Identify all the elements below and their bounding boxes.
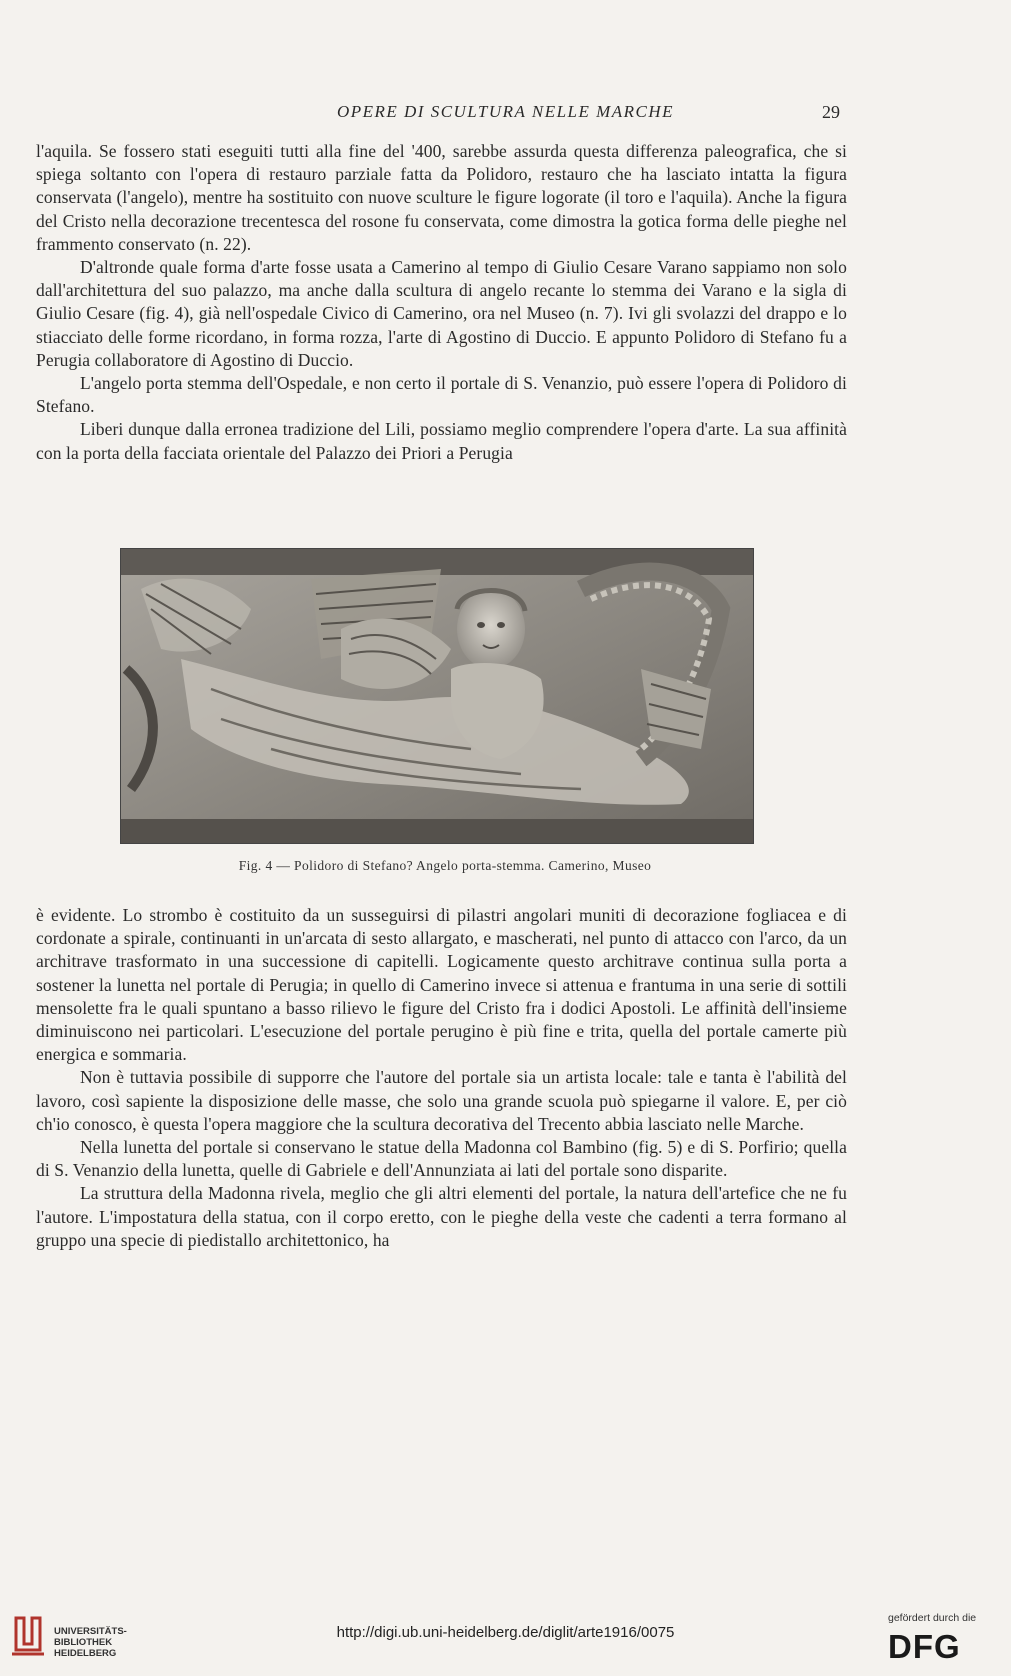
paragraph: Liberi dunque dalla erronea tradizione del Lili, possiamo meglio comprendere l'opera d'arte. La sua affinità con la porta della facciata orientale del Palazzo dei Priori a Perugia	[36, 419, 847, 463]
sponsor-logo[interactable]	[888, 1608, 1006, 1672]
digitization-footer	[0, 1600, 1011, 1676]
body-text-bottom	[36, 904, 847, 1252]
sponsor-text: gefördert durch die	[888, 1612, 977, 1624]
figure-caption: Fig. 4 — Polidoro di Stefano? Angelo porta-stemma. Camerino, Museo	[238, 858, 652, 873]
running-title: OPERE DI SCULTURA NELLE MARCHE	[336, 102, 675, 121]
paragraph: Non è tuttavia possibile di supporre che l'autore del portale sia un artista locale: tale e tanta è l'abilità del lavoro, così sapiente la disposizione delle masse, che solo una grande scuola può spiegarne il valore. E, per ciò ch'io conosco, è questa l'opera maggiore che la scultura decorativa del Trecento abbia lasciato nelle Marche.	[36, 1067, 847, 1134]
permalink-url[interactable]: http://digi.ub.uni-heidelberg.de/diglit/arte1916/0075	[336, 1624, 675, 1641]
paragraph: D'altronde quale forma d'arte fosse usata a Camerino al tempo di Giulio Cesare Varano sappiamo non solo dall'architettura del suo palazzo, ma anche dalla scultura di angelo recante lo stemma dei Varano e la sigla di Giulio Cesare (fig. 4), già nell'ospedale Civico di Camerino, ora nel Museo (n. 7). Ivi gli svolazzi del drappo e lo stiacciato delle forme ricordano, in forma rozza, l'arte di Agostino di Duccio. E appunto Polidoro di Stefano fu a Perugia collaboratore di Agostino di Duccio.	[36, 257, 847, 370]
figure-relief-photo	[120, 548, 754, 844]
paragraph: l'aquila. Se fossero stati eseguiti tutti alla fine del '400, sarebbe assurda questa differenza paleografica, che si spiega soltanto con l'opera di restauro parziale fatta da Polidoro, restauro che ha lasciato intatta la figura conservata (l'angelo), mentre ha sostituito con nuove sculture le figure logorate (il toro e l'aquila). Anche la figura del Cristo nella decorazione trecentesca del rosone fu conservata, come dimostra la gotica forma delle pieghe nel frammento conservato (n. 22).	[36, 141, 847, 254]
page-number: 29	[822, 102, 840, 122]
dfg-logo-text: DFG	[888, 1628, 961, 1665]
paragraph: La struttura della Madonna rivela, meglio che gli altri elementi del portale, la natura dell'artefice che ne fu l'autore. L'impostatura della statua, con il corpo eretto, con le pieghe della veste che cadenti a terra formano al gruppo una specie di piedistallo architettonico, ha	[36, 1183, 847, 1250]
body-text-top	[36, 140, 847, 465]
paragraph: è evidente. Lo strombo è costituito da un susseguirsi di pilastri angolari muniti di decorazione fogliacea e di cordonate a spirale, continuanti in un'arcata di sesto allargato, e mascherati, nel punto di attacco con l'arco, da un architrave trasformato in una successione di capitelli. Logicamente questo architrave continua sulla porta a sostener la lunetta nel portale di Perugia; in quello di Camerino invece si attenua e frantuma in una serie di sottili mensolette fra le quali spuntano a basso rilievo le figure del Cristo fra i dodici Apostoli. Le affinità dell'insieme diminuiscono nei particolari. L'esecuzione del portale perugino è più fine e trita, quella del portale camerte più energica e sommaria.	[36, 905, 847, 1065]
relief-illustration	[121, 549, 754, 844]
paragraph: Nella lunetta del portale si conservano le statue della Madonna col Bambino (fig. 5) e di S. Porfirio; quella di S. Venanzio della lunetta, quelle di Gabriele e dell'Annunziata ai lati del portale sono disparite.	[36, 1137, 847, 1181]
library-name-line: HEIDELBERG	[54, 1648, 117, 1659]
paragraph: L'angelo porta stemma dell'Ospedale, e non certo il portale di S. Venanzio, può essere l'opera di Polidoro di Stefano.	[36, 373, 847, 417]
library-name-line: BIBLIOTHEK	[54, 1637, 113, 1648]
library-name-line: UNIVERSITÄTS-	[54, 1626, 127, 1637]
running-head	[0, 100, 1011, 126]
